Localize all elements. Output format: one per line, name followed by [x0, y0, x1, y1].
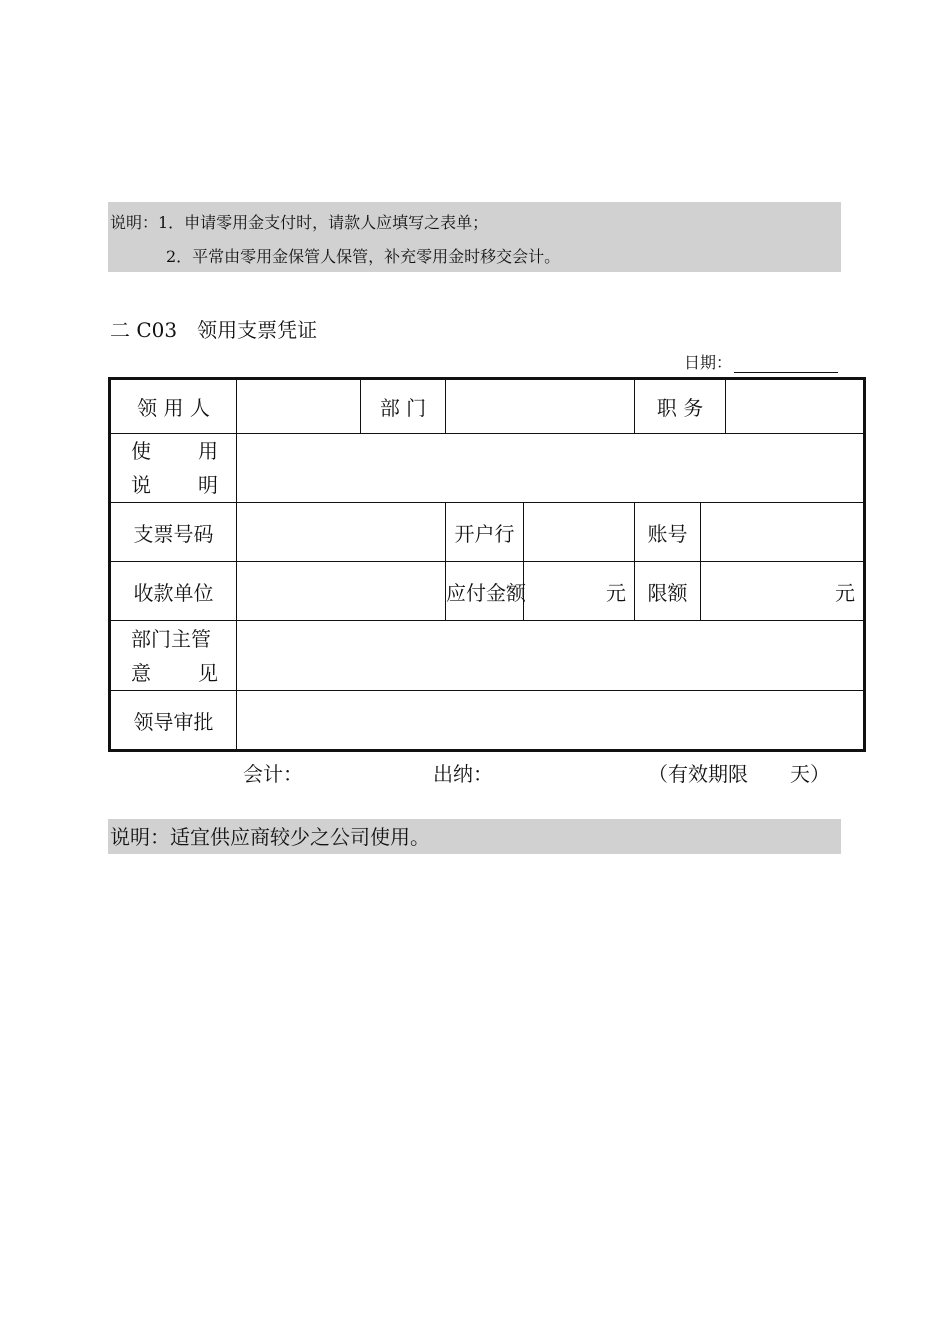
cashier-label: 出纳：	[433, 762, 493, 786]
payee-label: 收款单位	[110, 562, 237, 621]
account-label: 账号	[635, 503, 701, 562]
approval-label: 领导审批	[110, 691, 237, 751]
note-top-line2: 2．平常由零用金保管人保管，补充零用金时移交会计。	[166, 247, 561, 266]
bank-label: 开户行	[446, 503, 524, 562]
dept-head-field[interactable]	[237, 621, 865, 691]
date-row	[684, 350, 838, 373]
check-no-field[interactable]	[237, 503, 446, 562]
recipient-field[interactable]	[237, 379, 361, 434]
usage-char: 用	[198, 439, 218, 463]
payee-field[interactable]	[237, 562, 446, 621]
amount-due-field[interactable]: 元	[524, 562, 635, 621]
usage-label	[110, 434, 237, 503]
dept-field[interactable]	[446, 379, 635, 434]
dept-head-label	[110, 621, 237, 691]
table-row	[110, 691, 865, 751]
accountant-label: 会计：	[243, 762, 303, 786]
date-field[interactable]	[734, 354, 838, 373]
note-top-box	[108, 202, 841, 272]
usage-field[interactable]	[237, 434, 865, 503]
check-voucher-table	[108, 377, 866, 752]
bank-field[interactable]	[524, 503, 635, 562]
date-label: 日期：	[684, 353, 733, 372]
validity-close: 天）	[790, 762, 830, 786]
usage-char: 使	[131, 439, 151, 463]
limit-field[interactable]: 元	[701, 562, 865, 621]
table-row	[110, 621, 865, 691]
usage-char: 说	[131, 473, 151, 497]
amount-due-label: 应付金额	[446, 562, 524, 621]
validity-open: （有效期限	[648, 762, 748, 786]
approval-field[interactable]	[237, 691, 865, 751]
account-field[interactable]	[701, 503, 865, 562]
check-no-label: 支票号码	[110, 503, 237, 562]
dept-label: 部 门	[361, 379, 446, 434]
usage-char: 明	[198, 473, 218, 497]
dept-head-char: 见	[198, 660, 218, 685]
limit-label: 限额	[635, 562, 701, 621]
recipient-label: 领 用 人	[110, 379, 237, 434]
position-label: 职 务	[635, 379, 726, 434]
section-title: 二 C03 领用支票凭证	[110, 318, 318, 342]
note-bottom: 说明：适宜供应商较少之公司使用。	[108, 819, 841, 854]
table-row	[110, 562, 865, 621]
table-row	[110, 379, 865, 434]
dept-head-text: 部门主管	[131, 626, 211, 651]
dept-head-char: 意	[131, 660, 151, 685]
table-row	[110, 434, 865, 503]
position-field[interactable]	[726, 379, 865, 434]
note-top-line1: 说明：1．申请零用金支付时，请款人应填写之表单；	[110, 213, 489, 232]
table-row	[110, 503, 865, 562]
